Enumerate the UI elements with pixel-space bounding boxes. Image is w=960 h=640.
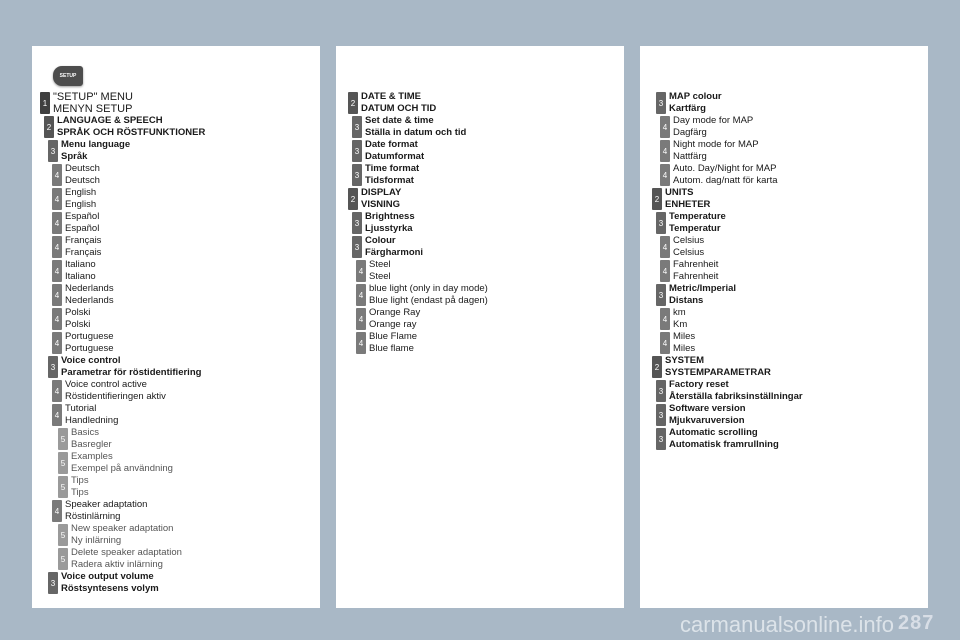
menu-item-label-sv: Autom. dag/natt för karta <box>673 175 778 186</box>
menu-item-text <box>673 259 718 283</box>
menu-item-label-en: Speaker adaptation <box>65 499 148 510</box>
level-badge: 4 <box>52 260 62 282</box>
menu-item-text <box>53 91 133 115</box>
menu-item-label-en: "SETUP" MENU <box>53 91 133 103</box>
menu-item-label-en: Voice output volume <box>61 571 154 582</box>
level-badge: 4 <box>660 308 670 330</box>
level-badge: 4 <box>660 140 670 162</box>
menu-item-label-en: LANGUAGE & SPEECH <box>57 115 163 126</box>
menu-item-label-en: Tutorial <box>65 403 97 414</box>
menu-item-label-en: English <box>65 187 97 198</box>
menu-item-text <box>365 163 419 187</box>
level-badge: 5 <box>58 452 68 474</box>
menu-item-text <box>61 355 201 379</box>
level-badge: 3 <box>656 428 666 450</box>
menu-item-label-sv: Röstsyntesens volym <box>61 583 159 594</box>
level-badge: 4 <box>52 164 62 186</box>
menu-item-label-sv: Polski <box>65 319 91 330</box>
menu-item-label-en: MAP colour <box>669 91 722 102</box>
menu-item-text <box>71 475 89 499</box>
level-badge: 4 <box>52 284 62 306</box>
level-badge: 3 <box>352 140 362 162</box>
menu-item-label-sv: Parametrar för röstidentifiering <box>61 367 202 378</box>
menu-item-text <box>71 427 112 451</box>
level-badge: 2 <box>348 188 358 210</box>
menu-item-label-en: Examples <box>71 451 113 462</box>
menu-item-text <box>65 235 101 259</box>
menu-item-text <box>369 307 420 331</box>
level-badge: 4 <box>356 260 366 282</box>
menu-item-label-en: Celsius <box>673 235 705 246</box>
menu-item-label-en: Polski <box>65 307 91 318</box>
menu-item-text <box>669 211 726 235</box>
level-badge: 3 <box>48 572 58 594</box>
level-badge: 4 <box>52 188 62 210</box>
menu-item-text <box>665 355 771 379</box>
level-badge: 4 <box>52 212 62 234</box>
menu-item-label-sv: Français <box>65 247 102 258</box>
menu-item-text <box>65 163 100 187</box>
setup-button-label: SETUP <box>59 73 77 79</box>
menu-item-text <box>669 427 779 451</box>
menu-item-text <box>71 451 173 475</box>
menu-item-label-en: km <box>673 307 686 318</box>
menu-item-text <box>669 91 722 115</box>
menu-item-text <box>65 259 96 283</box>
menu-item-label-sv: Mjukvaruversion <box>669 415 745 426</box>
menu-item-label-en: SYSTEM <box>665 355 705 366</box>
menu-item-label-sv: Blue light (endast på dagen) <box>369 295 488 306</box>
level-badge: 3 <box>656 380 666 402</box>
level-badge: 4 <box>660 332 670 354</box>
level-badge: 4 <box>52 236 62 258</box>
level-badge: 2 <box>652 356 662 378</box>
level-badge: 5 <box>58 548 68 570</box>
menu-item-label-en: Miles <box>673 331 696 342</box>
menu-item-label-en: blue light (only in day mode) <box>369 283 488 294</box>
level-badge: 3 <box>352 164 362 186</box>
menu-item-text <box>365 211 415 235</box>
menu-item-label-sv: Deutsch <box>65 175 100 186</box>
menu-item-label-en: Nederlands <box>65 283 114 294</box>
level-badge: 3 <box>352 236 362 258</box>
menu-item-label-en: Automatic scrolling <box>669 427 758 438</box>
menu-item-label-en: Orange Ray <box>369 307 421 318</box>
level-badge: 4 <box>52 380 62 402</box>
menu-item-text <box>71 523 173 547</box>
menu-item-label-en: Metric/Imperial <box>669 283 737 294</box>
menu-item-text <box>669 379 803 403</box>
menu-item-label-sv: Radera aktiv inlärning <box>71 559 163 570</box>
menu-item-text <box>65 499 147 523</box>
menu-item-label-sv: SYSTEMPARAMETRAR <box>665 367 771 378</box>
level-badge: 2 <box>44 116 54 138</box>
level-badge: 3 <box>48 140 58 162</box>
menu-item-label-sv: MENYN SETUP <box>53 103 133 115</box>
menu-item-text <box>673 307 687 331</box>
menu-item-text <box>65 331 114 355</box>
menu-item-label-en: Brightness <box>365 211 415 222</box>
menu-item-label-sv: Temperatur <box>669 223 721 234</box>
menu-item-label-en: Français <box>65 235 102 246</box>
level-badge: 4 <box>660 116 670 138</box>
menu-item-label-sv: SPRÅK OCH RÖSTFUNKTIONER <box>57 127 206 138</box>
menu-item-label-sv: Röstinlärning <box>65 511 121 522</box>
level-badge: 4 <box>660 260 670 282</box>
menu-item-label-sv: Celsius <box>673 247 705 258</box>
menu-item-label-en: Steel <box>369 259 391 270</box>
menu-item-label-sv: Färgharmoni <box>365 247 424 258</box>
menu-item-label-sv: Blue flame <box>369 343 414 354</box>
menu-item-text <box>673 115 753 139</box>
menu-item-text <box>673 331 695 355</box>
menu-item-label-en: Menu language <box>61 139 131 150</box>
menu-item-label-en: Delete speaker adaptation <box>71 547 182 558</box>
menu-item-label-sv: Kartfärg <box>669 103 706 114</box>
menu-item-label-en: Basics <box>71 427 99 438</box>
menu-item-label-en: Software version <box>669 403 746 414</box>
level-badge: 4 <box>52 404 62 426</box>
menu-item-label-en: Night mode for MAP <box>673 139 759 150</box>
menu-item-label-sv: Dagfärg <box>673 127 707 138</box>
menu-item-label-sv: Automatisk framrullning <box>669 439 779 450</box>
menu-item-text <box>669 403 746 427</box>
menu-item-label-sv: DATUM OCH TID <box>361 103 437 114</box>
menu-item-text <box>65 187 96 211</box>
menu-item-label-en: Portuguese <box>65 331 114 342</box>
menu-item-text <box>673 163 778 187</box>
menu-item-text <box>65 379 166 403</box>
menu-item-label-en: Tips <box>71 475 89 486</box>
menu-item-text <box>369 331 417 355</box>
menu-item-label-sv: Steel <box>369 271 391 282</box>
level-badge: 4 <box>52 500 62 522</box>
watermark: carmanualsonline.info <box>680 612 895 637</box>
level-badge: 3 <box>656 284 666 306</box>
menu-item-label-en: Deutsch <box>65 163 100 174</box>
menu-item-label-en: Italiano <box>65 259 96 270</box>
menu-item-label-en: Español <box>65 211 100 222</box>
menu-item-label-en: Set date & time <box>365 115 434 126</box>
level-badge: 5 <box>58 476 68 498</box>
menu-item-label-sv: Återställa fabriksinställningar <box>669 391 803 402</box>
menu-item-text <box>673 139 759 163</box>
menu-item-label-sv: Tips <box>71 487 89 498</box>
menu-item-label-en: Fahrenheit <box>673 259 719 270</box>
menu-item-text <box>71 547 182 571</box>
menu-item-label-en: Blue Flame <box>369 331 418 342</box>
level-badge: 1 <box>40 92 50 114</box>
menu-item-text <box>61 139 130 163</box>
level-badge: 3 <box>656 212 666 234</box>
menu-item-label-sv: Handledning <box>65 415 119 426</box>
menu-item-text <box>365 139 424 163</box>
menu-item-label-en: Auto. Day/Night for MAP <box>673 163 777 174</box>
menu-item-text <box>65 307 90 331</box>
menu-item-label-sv: Español <box>65 223 100 234</box>
menu-item-label-en: Voice control <box>61 355 121 366</box>
level-badge: 4 <box>660 236 670 258</box>
menu-item-label-sv: Basregler <box>71 439 112 450</box>
level-badge: 2 <box>348 92 358 114</box>
menu-item-label-en: Time format <box>365 163 420 174</box>
menu-item-text <box>65 211 99 235</box>
level-badge: 3 <box>352 116 362 138</box>
level-badge: 3 <box>656 404 666 426</box>
menu-item-label-en: Factory reset <box>669 379 729 390</box>
menu-item-label-sv: Tidsformat <box>365 175 414 186</box>
level-badge: 4 <box>52 332 62 354</box>
level-badge: 4 <box>356 308 366 330</box>
menu-item-label-sv: Ny inlärning <box>71 535 122 546</box>
menu-item-label-sv: Datumformat <box>365 151 425 162</box>
level-badge: 4 <box>356 332 366 354</box>
menu-item-text <box>665 187 710 211</box>
menu-item-text <box>65 283 114 307</box>
menu-item-label-sv: Orange ray <box>369 319 417 330</box>
menu-item-label-en: DISPLAY <box>361 187 402 198</box>
menu-item-label-sv: Km <box>673 319 688 330</box>
menu-item-label-en: Colour <box>365 235 396 246</box>
level-badge: 2 <box>652 188 662 210</box>
menu-item-label-en: Voice control active <box>65 379 147 390</box>
menu-item-label-en: Day mode for MAP <box>673 115 754 126</box>
menu-item-text <box>673 235 704 259</box>
menu-item-label-sv: Röstidentifieringen aktiv <box>65 391 166 402</box>
menu-item-label-sv: Distans <box>669 295 704 306</box>
level-badge: 4 <box>660 164 670 186</box>
menu-item-text <box>369 283 488 307</box>
menu-item-label-sv: Italiano <box>65 271 96 282</box>
level-badge: 3 <box>656 92 666 114</box>
menu-item-label-sv: Exempel på användning <box>71 463 173 474</box>
menu-item-label-sv: Ställa in datum och tid <box>365 127 467 138</box>
menu-item-label-sv: Nederlands <box>65 295 114 306</box>
menu-item-text <box>365 235 423 259</box>
menu-item-text <box>369 259 391 283</box>
level-badge: 3 <box>48 356 58 378</box>
menu-item-text <box>669 283 736 307</box>
setup-button-icon <box>53 66 83 86</box>
menu-item-text <box>57 115 205 139</box>
menu-item-label-en: Temperature <box>669 211 726 222</box>
menu-item-label-sv: Språk <box>61 151 88 162</box>
menu-item-text <box>61 571 159 595</box>
menu-item-label-sv: Fahrenheit <box>673 271 719 282</box>
menu-item-text <box>65 403 118 427</box>
level-badge: 3 <box>352 212 362 234</box>
menu-item-label-sv: English <box>65 199 97 210</box>
menu-item-label-sv: Portuguese <box>65 343 114 354</box>
menu-item-label-sv: ENHETER <box>665 199 711 210</box>
menu-item-text <box>361 187 401 211</box>
menu-item-label-en: New speaker adaptation <box>71 523 174 534</box>
menu-item-label-en: Date format <box>365 139 418 150</box>
menu-item-text <box>365 115 466 139</box>
menu-item-text <box>361 91 436 115</box>
level-badge: 4 <box>52 308 62 330</box>
level-badge: 5 <box>58 428 68 450</box>
level-badge: 4 <box>356 284 366 306</box>
menu-item-label-sv: Miles <box>673 343 696 354</box>
menu-item-label-en: UNITS <box>665 187 694 198</box>
menu-item-label-sv: Ljusstyrka <box>365 223 413 234</box>
level-badge: 5 <box>58 524 68 546</box>
menu-item-label-en: DATE & TIME <box>361 91 421 102</box>
menu-item-label-sv: Nattfärg <box>673 151 707 162</box>
page-number: 287 <box>898 612 935 634</box>
menu-item-label-sv: VISNING <box>361 199 401 210</box>
